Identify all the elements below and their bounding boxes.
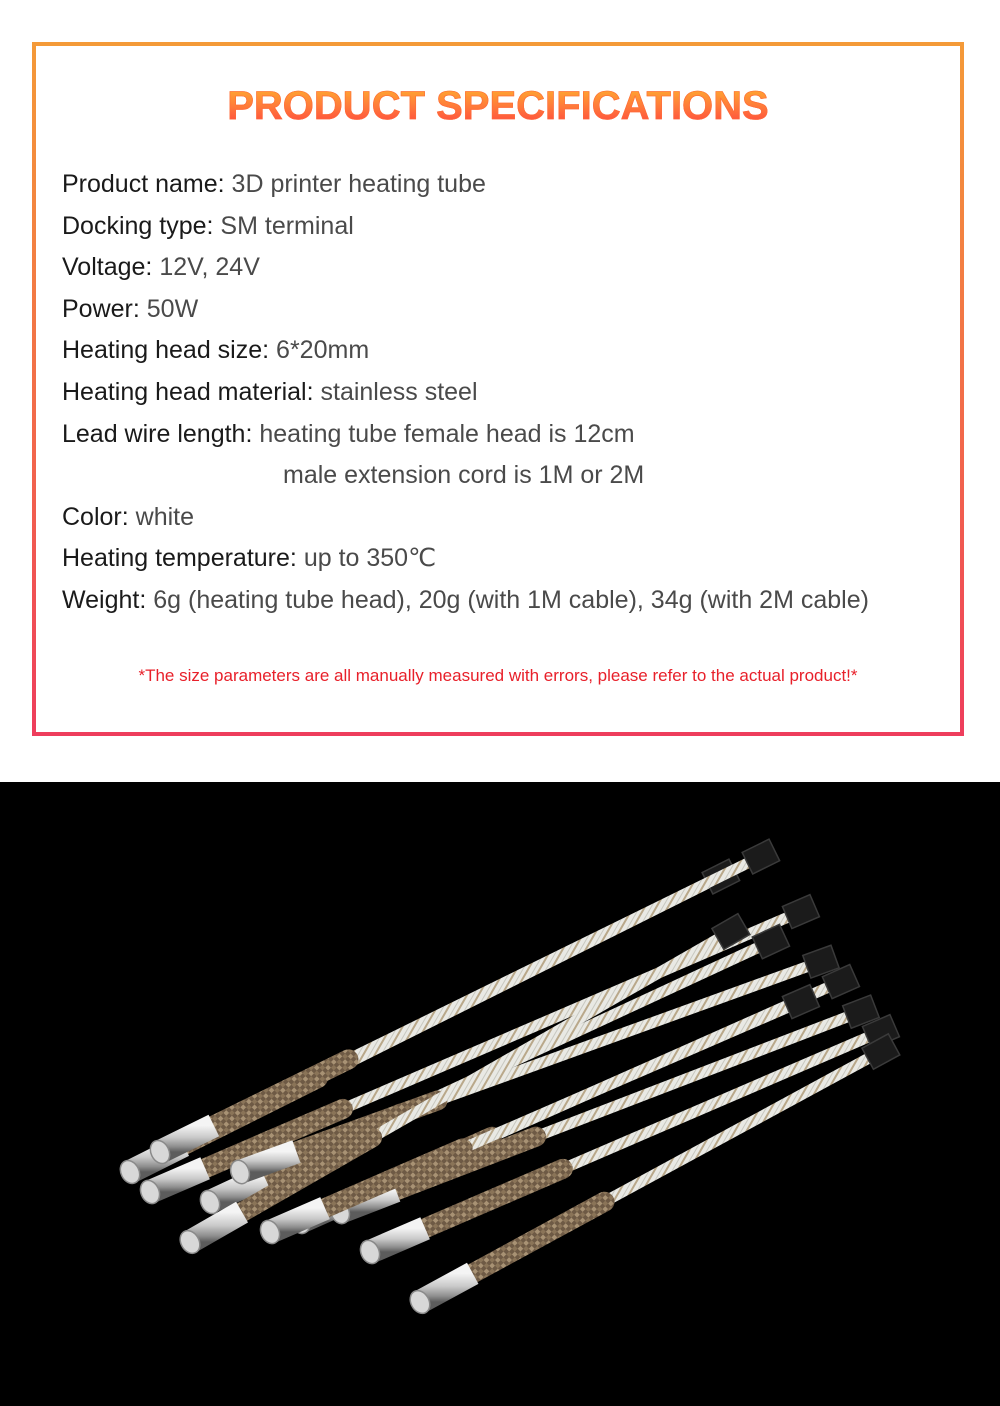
spec-label: Heating temperature: [62,544,297,573]
spec-label: Color: [62,502,129,531]
disclaimer-note: *The size parameters are all manually measured with errors, please refer to the actual product!* [138,666,858,685]
spec-value: heating tube female head is 12cm [259,419,635,448]
spec-row-temperature [62,538,942,580]
spec-value: SM terminal [220,211,354,240]
spec-value: up to 350℃ [303,544,437,573]
spec-value: 3D printer heating tube [231,170,486,198]
spec-label: Power: [62,294,140,323]
spec-row-product-name [62,164,942,206]
spec-row-power [62,289,942,331]
spec-row-color [62,497,942,539]
spec-label: Docking type: [62,211,214,240]
spec-label: Product name: [62,170,225,198]
spec-value: 12V, 24V [159,253,260,282]
spec-row-weight [62,580,942,622]
product-photo [0,782,1000,1406]
spec-label: Voltage: [62,253,153,282]
spec-list [62,164,942,622]
spec-row-head-material [62,372,942,414]
heating-tube [357,1015,899,1267]
page-title: PRODUCT SPECIFICATIONS [36,84,960,129]
spec-value: male extension cord is 1M or 2M [283,461,645,490]
spec-value: white [135,502,195,531]
spec-value: stainless steel [320,377,478,406]
spec-value: 50W [146,294,199,323]
spec-row-docking-type [62,206,942,248]
spec-row-voltage [62,247,942,289]
spec-label: Weight: [62,585,147,614]
spec-label: Heating head size: [62,336,270,365]
heating-tubes-illustration [0,782,1000,1406]
spec-value: 6*20mm [276,336,370,365]
spec-label: Heating head material: [62,377,314,406]
spec-label: Lead wire length: [62,419,253,448]
specifications-panel [32,42,964,736]
spec-row-lead-wire-continued [62,455,942,497]
spec-row-lead-wire [62,414,942,456]
spec-row-head-size [62,330,942,372]
heating-tube-group [117,839,900,1317]
spec-value: 6g (heating tube head), 20g (with 1M cable), 34g (with 2M cable) [153,585,869,614]
